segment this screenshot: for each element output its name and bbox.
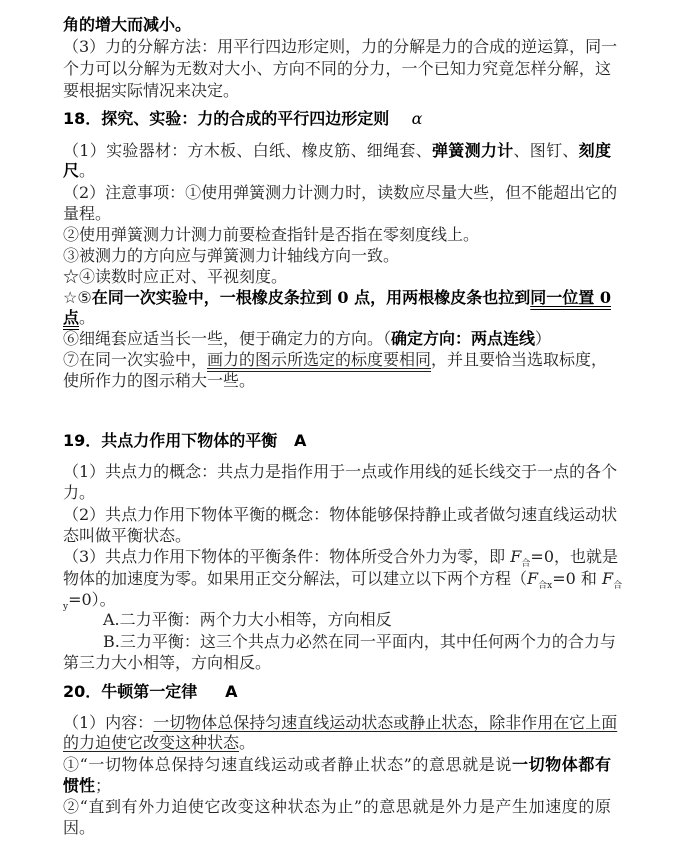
underlined-bold-text: 点 (63, 308, 80, 327)
formula-sub: 合x (538, 581, 553, 592)
text: 第三力大小相等，方向相反。 (63, 653, 272, 672)
text-line (63, 224, 611, 246)
formula-sub: 合 (521, 559, 531, 570)
text: ①“一切物体总保持匀速直线运动或者静止状态”的意思就是说 (63, 755, 512, 774)
underlined-bold-text: 同一位置 0 (530, 288, 611, 307)
text: B.三力平衡：这三个共点力必然在同一平面内，其中任何两个力的合力与 (103, 632, 616, 651)
text: 力。 (63, 483, 96, 502)
bold-text: 惯性 (63, 776, 96, 795)
bold-text: 一切物体都有 (512, 755, 611, 774)
text: 。 (79, 161, 96, 180)
text-line (63, 370, 611, 392)
text-line (63, 525, 611, 547)
text: 物体的加速度为零。如果用正交分解法，可以建立以下两个方程（ (63, 569, 528, 588)
text-line (63, 349, 611, 371)
text: =0 和 (552, 569, 602, 588)
text-line (63, 775, 611, 797)
section-heading-20 (63, 681, 611, 703)
heading-text: 20．牛顿第一定律 (63, 682, 198, 701)
text-line (63, 732, 611, 754)
formula-var: F (601, 569, 614, 588)
text-line (63, 589, 611, 611)
underlined-text: 画力的图示所选定的标度要相同 (207, 350, 432, 369)
text: ） (535, 329, 552, 348)
text: =0，也就是 (530, 547, 618, 566)
bold-text: 尺 (63, 161, 80, 180)
text: ②“直到有外力迫使它改变这种状态为止”的意思就是外力是产生加速度的原 (63, 797, 611, 816)
text: 使所作力的图示稍大一些。 (63, 371, 256, 390)
section-heading-19 (63, 430, 611, 452)
text: 。 (79, 308, 96, 327)
text-line (63, 482, 611, 504)
formula-sub: y (63, 602, 69, 613)
text-line (63, 14, 611, 36)
text: ②使用弹簧测力计测力前要检查指针是否指在零刻度线上。 (63, 225, 480, 244)
formula-sub: 合 (613, 581, 623, 592)
text: 量程。 (63, 204, 112, 223)
text: 角的增大而减小。 (63, 15, 192, 34)
text: ③被测力的方向应与弹簧测力计轴线方向一致。 (63, 246, 400, 265)
text: ； (95, 776, 112, 795)
text-line (103, 609, 611, 631)
heading-text: 19．共点力作用下物体的平衡 (63, 431, 278, 450)
text-line (63, 712, 618, 734)
formula-var: F (527, 569, 539, 588)
underlined-text: 的力迫使它改变这种状态 (63, 733, 240, 752)
text-line (63, 287, 611, 309)
section-heading-18 (63, 108, 611, 130)
text: ，并且要恰当选取标度， (431, 350, 608, 369)
text-line (63, 504, 618, 526)
text: （1）内容： (63, 713, 154, 732)
text: （2）共点力作用下物体平衡的概念：物体能够保持静止或者做匀速直线运动状 (63, 505, 618, 524)
bold-text: 确定方向：两点连线 (391, 329, 536, 348)
text: （1）共点力的概念：共点力是指作用于一点或作用线的延长线交于一点的各个 (63, 462, 618, 481)
text: 因。 (63, 818, 96, 837)
level-marker: A (225, 682, 238, 701)
text-line (63, 652, 611, 674)
text-line (63, 461, 618, 483)
level-marker: α (411, 109, 423, 128)
text: =0）。 (68, 590, 116, 609)
bold-text: 在同一次实验中，一根橡皮条拉到 0 点，用两根橡皮条也拉到 (91, 288, 531, 307)
text-line (63, 546, 618, 570)
bold-text: 刻度 (578, 141, 611, 160)
text: 、图钉、 (513, 141, 579, 160)
text: 。 (239, 733, 256, 752)
text-line (63, 817, 611, 839)
text: （2）注意事项：①使用弹簧测力计测力时，读数应尽量大些，但不能超出它的 (63, 183, 618, 202)
text: 态叫做平衡状态。 (63, 526, 192, 545)
text: （1）实验器材：方木板、白纸、橡皮筋、细绳套、 (63, 141, 432, 160)
text-line (63, 160, 611, 182)
text: （3）共点力作用下物体的平衡条件：物体所受合外力为零，即 (63, 547, 511, 566)
text-line (63, 754, 611, 776)
text: ⑥细绳套应适当长一些，便于确定力的方向。（ (63, 329, 392, 348)
text-line (63, 36, 618, 58)
text-line (63, 80, 611, 102)
text-line (63, 796, 611, 818)
text-line (63, 568, 623, 592)
underlined-text: 一切物体总保持匀速直线运动状态或静止状态，除非作用在它上面 (153, 713, 618, 732)
text-line (63, 245, 611, 267)
level-marker: A (294, 431, 307, 450)
text-line (63, 203, 611, 225)
text-line (63, 307, 611, 329)
text: ☆④读数时应正对、平视刻度。 (63, 267, 288, 286)
text: （3）力的分解方法：用平行四边形定则，力的分解是力的合成的逆运算，同一 (63, 37, 618, 56)
formula-var: F (510, 547, 522, 566)
text: ⑦在同一次实验中， (63, 350, 208, 369)
text: 要根据实际情况来决定。 (63, 81, 240, 100)
text-line (63, 58, 611, 80)
text: A.二力平衡：两个力大小相等，方向相反 (103, 610, 392, 629)
text: ☆⑤ (63, 288, 92, 307)
text-line (63, 266, 611, 288)
text-line (103, 631, 616, 653)
text-line (63, 328, 611, 350)
heading-text: 18．探究、实验：力的合成的平行四边形定则 (63, 109, 390, 128)
bold-text: 弹簧测力计 (432, 141, 514, 160)
text: 个力可以分解为无数对大小、方向不同的分力，一个已知力究竟怎样分解，这 (63, 59, 611, 78)
text-line (63, 140, 611, 162)
text-line (63, 182, 618, 204)
